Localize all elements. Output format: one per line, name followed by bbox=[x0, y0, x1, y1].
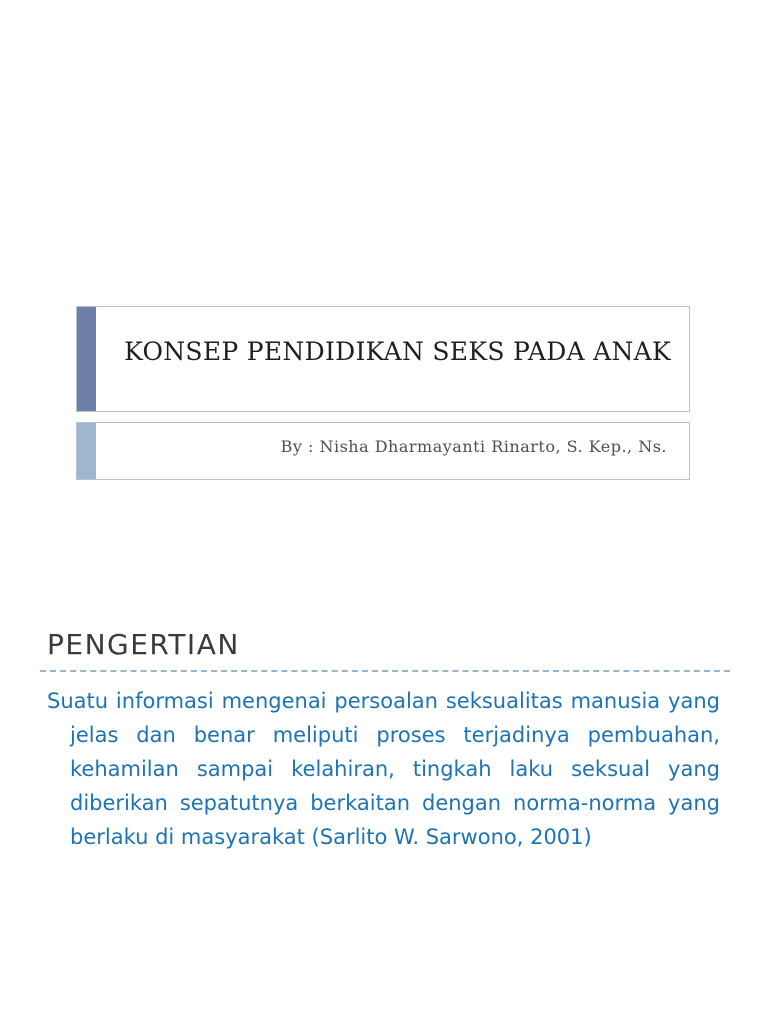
title-accent-bar bbox=[77, 307, 96, 411]
slide-title: KONSEP PENDIDIKAN SEKS PADA ANAK bbox=[124, 337, 671, 366]
section-heading: PENGERTIAN bbox=[47, 628, 240, 661]
subtitle-accent-bar bbox=[77, 423, 96, 479]
definition-paragraph: Suatu informasi mengenai persoalan seksualitas manusia yang jelas dan benar meliputi proses terjadinya pembuahan, kehamilan sampai kelahiran, tingkah laku seksual yang diberikan sepatutnya berkaitan dengan norma-norma yang berlaku di masyarakat (Sarlito W. Sarwono, 2001) bbox=[47, 689, 720, 849]
content-slide bbox=[0, 576, 768, 1024]
slide-subtitle: By : Nisha Dharmayanti Rinarto, S. Kep., Ns. bbox=[280, 437, 667, 456]
title-box bbox=[76, 306, 690, 412]
subtitle-box bbox=[76, 422, 690, 480]
heading-divider bbox=[40, 670, 730, 672]
